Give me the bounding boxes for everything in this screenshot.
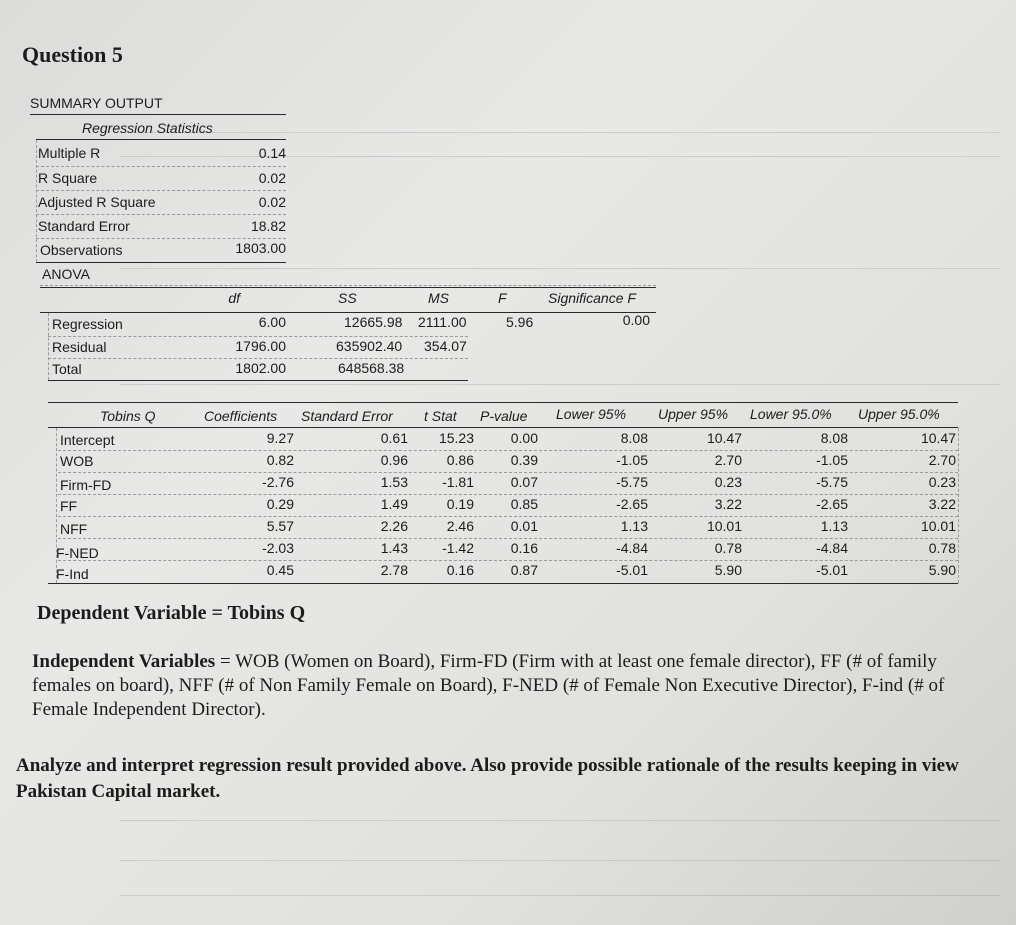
stat-label: Multiple R — [38, 145, 101, 161]
anova-header-ss: SS — [338, 290, 357, 306]
coef-std-error: 2.26 — [380, 518, 408, 534]
coef-t-stat: 2.46 — [446, 518, 474, 534]
coef-upper-95-0: 0.23 — [928, 474, 956, 490]
anova-f: 5.96 — [506, 314, 534, 330]
stat-label: Standard Error — [38, 218, 130, 234]
anova-df: 6.00 — [258, 314, 286, 330]
regression-statistics-heading: Regression Statistics — [82, 120, 213, 136]
coef-t-stat: 0.19 — [446, 496, 474, 512]
stat-value: 18.82 — [250, 218, 286, 234]
coef-header-standard-error: Standard Error — [301, 408, 393, 424]
coef-std-error: 1.53 — [380, 474, 408, 490]
coef-t-stat: 0.16 — [446, 562, 474, 578]
coef-variable: F-Ind — [56, 566, 89, 582]
coef-upper-95: 3.22 — [714, 496, 742, 512]
coef-std-error: 2.78 — [380, 562, 408, 578]
coef-p-value: 0.00 — [510, 430, 538, 446]
coef-header-variable: Tobins Q — [100, 408, 156, 424]
coef-upper-95: 5.90 — [714, 562, 742, 578]
coef-lower-95: -1.05 — [616, 452, 648, 468]
coef-lower-95: -5.75 — [616, 474, 648, 490]
coef-upper-95: 0.78 — [714, 540, 742, 556]
coef-upper-95-0: 3.22 — [928, 496, 956, 512]
coef-variable: WOB — [60, 453, 94, 469]
coef-upper-95-0: 10.01 — [920, 518, 956, 534]
stat-label: Observations — [40, 242, 123, 258]
coef-lower-95-0: -2.65 — [816, 496, 848, 512]
coef-upper-95-0: 10.47 — [920, 430, 956, 446]
coef-std-error: 1.49 — [380, 496, 408, 512]
coef-lower-95-0: -4.84 — [816, 540, 848, 556]
coef-header-t-stat: t Stat — [424, 408, 457, 424]
coef-lower-95-0: 1.13 — [820, 518, 848, 534]
coef-p-value: 0.01 — [510, 518, 538, 534]
stat-value: 0.02 — [258, 170, 286, 186]
stat-label: R Square — [38, 170, 98, 186]
coef-header-coefficients: Coefficients — [204, 408, 278, 424]
anova-title: ANOVA — [42, 266, 90, 282]
coef-upper-95-0: 0.78 — [928, 540, 956, 556]
stat-value: 1803.00 — [235, 240, 286, 256]
coef-header-lower-95-0: Lower 95.0% — [750, 406, 832, 422]
coef-lower-95-0: -1.05 — [816, 452, 848, 468]
coef-value: -2.03 — [262, 540, 294, 556]
question-heading: Question 5 — [22, 42, 123, 67]
coef-upper-95: 0.23 — [714, 474, 742, 490]
coef-lower-95-0: -5.75 — [816, 474, 848, 490]
anova-header-df: df — [228, 290, 240, 306]
coef-variable: Firm-FD — [60, 477, 112, 493]
coef-variable: Intercept — [60, 432, 115, 448]
anova-ms: 354.07 — [424, 338, 467, 354]
summary-title: SUMMARY OUTPUT — [30, 95, 163, 111]
anova-header-ms: MS — [428, 290, 449, 306]
coef-t-stat: 15.23 — [438, 430, 474, 446]
anova-ss: 12665.98 — [344, 314, 403, 330]
coef-lower-95: -5.01 — [616, 562, 648, 578]
stat-label: Adjusted R Square — [38, 194, 156, 210]
coef-p-value: 0.87 — [510, 562, 538, 578]
coef-p-value: 0.85 — [510, 496, 538, 512]
coef-std-error: 1.43 — [380, 540, 408, 556]
coef-p-value: 0.07 — [510, 474, 538, 490]
anova-ss: 635902.40 — [336, 338, 403, 354]
coef-lower-95: 8.08 — [620, 430, 648, 446]
dependent-variable: Dependent Variable = Tobins Q — [37, 602, 306, 624]
anova-row-label: Regression — [52, 316, 123, 332]
coef-lower-95: 1.13 — [620, 518, 648, 534]
anova-header-f: F — [498, 290, 507, 306]
coef-p-value: 0.39 — [510, 452, 538, 468]
stat-value: 0.14 — [258, 145, 286, 161]
anova-row-label: Residual — [52, 339, 107, 355]
anova-df: 1796.00 — [235, 338, 286, 354]
coef-lower-95: -4.84 — [616, 540, 648, 556]
anova-header-significance-f: Significance F — [548, 290, 636, 306]
stat-value: 0.02 — [258, 194, 286, 210]
coef-lower-95-0: -5.01 — [816, 562, 848, 578]
coef-variable: NFF — [60, 521, 88, 537]
coef-p-value: 0.16 — [510, 540, 538, 556]
coef-t-stat: -1.81 — [442, 474, 474, 490]
coef-std-error: 0.96 — [380, 452, 408, 468]
coef-value: 0.29 — [266, 496, 294, 512]
coef-header-upper-95-0: Upper 95.0% — [858, 406, 940, 422]
coef-header-upper-95: Upper 95% — [658, 406, 729, 422]
question-instruction: Analyze and interpret regression result provided above. Also provide possible rationale of the results keeping in view Pakistan Capital market. — [16, 755, 959, 802]
anova-row-label: Total — [52, 361, 82, 377]
coef-lower-95: -2.65 — [616, 496, 648, 512]
coef-upper-95-0: 5.90 — [928, 562, 956, 578]
coef-value: -2.76 — [262, 474, 294, 490]
coef-value: 0.45 — [266, 562, 294, 578]
anova-df: 1802.00 — [235, 360, 286, 376]
coef-header-p-value: P-value — [480, 408, 528, 424]
independent-variables — [32, 650, 952, 722]
coef-upper-95-0: 2.70 — [928, 452, 956, 468]
coef-value: 5.57 — [266, 518, 294, 534]
coef-header-lower-95: Lower 95% — [556, 406, 627, 422]
anova-ss: 648568.38 — [338, 360, 405, 376]
independent-variables-text: = WOB (Women on Board), Firm-FD (Firm with at least one female director), FF (# of family females on board), NFF (# of Non Family Female on Board), F-NED (# of Female Non Executive Director), F-ind (# of Female Independent Director). — [32, 651, 945, 720]
independent-variables-label: Independent Variables — [32, 651, 216, 672]
coef-std-error: 0.61 — [380, 430, 408, 446]
coef-t-stat: -1.42 — [442, 540, 474, 556]
coef-upper-95: 10.47 — [706, 430, 742, 446]
anova-ms: 2111.00 — [418, 314, 467, 330]
coef-value: 0.82 — [266, 452, 294, 468]
coef-variable: F-NED — [56, 545, 99, 561]
coef-upper-95: 10.01 — [706, 518, 742, 534]
anova-significance-f: 0.00 — [622, 312, 650, 328]
coef-variable: FF — [60, 498, 78, 514]
coef-upper-95: 2.70 — [714, 452, 742, 468]
coef-t-stat: 0.86 — [446, 452, 474, 468]
coef-lower-95-0: 8.08 — [820, 430, 848, 446]
coef-value: 9.27 — [266, 430, 294, 446]
